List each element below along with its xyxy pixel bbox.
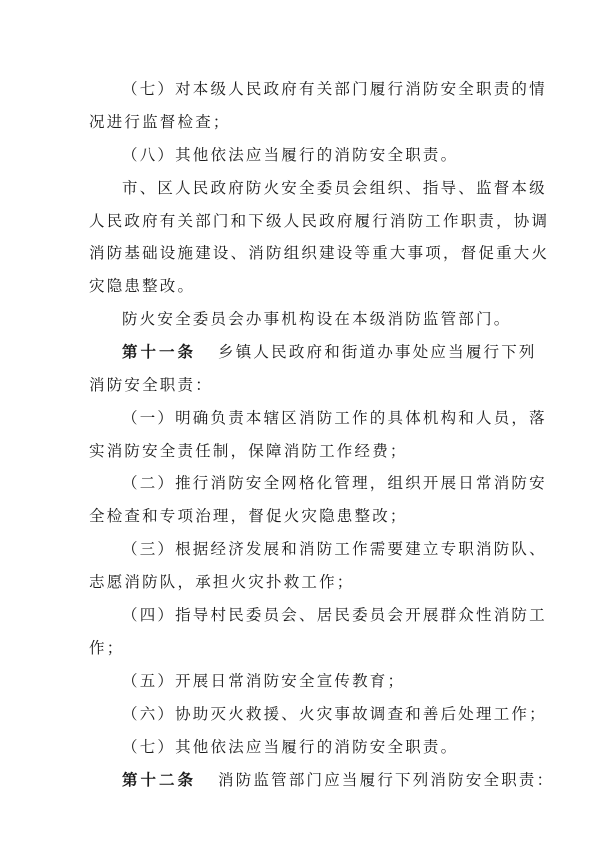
text-line: （五）开展日常消防安全宣传教育；: [122, 672, 406, 690]
text-line: 作；: [89, 639, 125, 657]
text-line: （六）协助灭火救援、火灾事故调查和善后处理工作；: [122, 705, 547, 723]
text-line: 灾隐患整改。: [89, 277, 196, 295]
text-line: （四）指导村民委员会、居民委员会开展群众性消防工: [122, 606, 547, 624]
article-heading: 第十二条: [122, 770, 197, 789]
text-line: 消防安全职责：: [89, 376, 213, 394]
text-line: 全检查和专项治理，督促火灾隐患整改；: [89, 507, 408, 525]
text-line: （三）根据经济发展和消防工作需要建立专职消防队、: [122, 540, 547, 558]
text-line: 市、区人民政府防火安全委员会组织、指导、监督本级: [122, 179, 547, 197]
text-line: （八）其他依法应当履行的消防安全职责。: [122, 146, 459, 164]
text-line: 况进行监督检查；: [89, 113, 231, 131]
text-line: 消防基础设施建设、消防组织建设等重大事项，督促重大火: [89, 244, 550, 262]
article-11-line: [122, 342, 537, 362]
article-text: 乡镇人民政府和街道办事处应当履行下列: [218, 343, 537, 361]
text-line: （一）明确负责本辖区消防工作的具体机构和人员，落: [122, 409, 547, 427]
text-line: （七）其他依法应当履行的消防安全职责。: [122, 738, 459, 756]
text-line: 志愿消防队，承担火灾扑救工作；: [89, 573, 355, 591]
article-12-line: [122, 770, 554, 790]
article-heading: 第十一条: [122, 342, 197, 361]
article-text: 消防监管部门应当履行下列消防安全职责：: [218, 771, 555, 789]
text-line: 人民政府有关部门和下级人民政府履行消防工作职责，协调: [89, 212, 550, 230]
text-line: （二）推行消防安全网格化管理，组织开展日常消防安: [122, 474, 547, 492]
text-line: （七）对本级人民政府有关部门履行消防安全职责的情: [122, 80, 547, 98]
text-line: 防火安全委员会办事机构设在本级消防监管部门。: [122, 310, 512, 328]
text-line: 实消防安全责任制，保障消防工作经费；: [89, 442, 408, 460]
